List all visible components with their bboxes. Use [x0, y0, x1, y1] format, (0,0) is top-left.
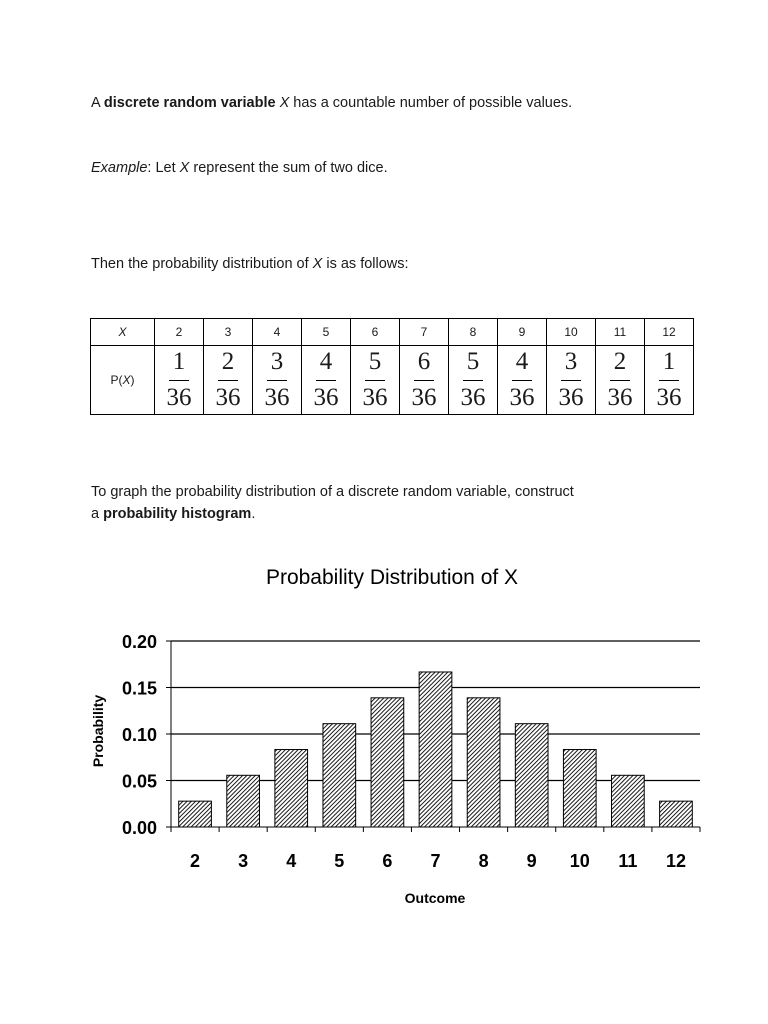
- table-cell-x: 4: [253, 319, 302, 346]
- table-header-probability: [91, 346, 155, 415]
- fraction: [253, 350, 301, 410]
- x-tick-label: 7: [430, 851, 441, 871]
- table-header-p-suffix: ): [130, 373, 135, 387]
- fraction-bar: [365, 380, 385, 381]
- table-cell-probability: [449, 346, 498, 415]
- table-cell-probability: [155, 346, 204, 415]
- table-cell-probability: [302, 346, 351, 415]
- fraction-numerator: 5: [466, 348, 480, 375]
- fraction: [204, 350, 252, 410]
- table-cell-x: 7: [400, 319, 449, 346]
- fraction-numerator: 1: [662, 348, 676, 375]
- distribution-intro-text: [91, 253, 409, 275]
- table-cell-x: 12: [645, 319, 694, 346]
- fraction-denominator: 36: [313, 384, 339, 411]
- fraction-bar: [512, 380, 532, 381]
- example-label: Example: [91, 160, 148, 176]
- fraction-numerator: 6: [417, 348, 431, 375]
- table-cell-probability: [596, 346, 645, 415]
- fraction-bar: [218, 380, 238, 381]
- table-cell-x: 5: [302, 319, 351, 346]
- x-tick-label: 11: [618, 851, 638, 871]
- y-tick-label: 0.00: [121, 818, 157, 838]
- table-cell-probability: [547, 346, 596, 415]
- y-tick-label: 0.10: [121, 725, 157, 745]
- bar: [467, 698, 500, 827]
- fraction-denominator: 36: [509, 384, 535, 411]
- table-header-x: [91, 319, 155, 346]
- fraction-denominator: 36: [460, 384, 486, 411]
- fraction-denominator: 36: [656, 384, 682, 411]
- probability-table: [90, 318, 694, 415]
- table-header-p-variable: X: [122, 373, 131, 387]
- chart-axes: [122, 632, 700, 871]
- y-axis-label: Probability: [90, 694, 106, 768]
- table-cell-x: 3: [204, 319, 253, 346]
- x-tick-label: 8: [478, 851, 489, 871]
- histogram-instruction-text: [91, 481, 574, 525]
- table-row-probability: [91, 346, 694, 415]
- table-row-x: [91, 319, 694, 346]
- chart-title: Probability Distribution of X: [265, 566, 519, 589]
- fraction: [547, 350, 595, 410]
- table-cell-x: 6: [351, 319, 400, 346]
- x-axis-label: Outcome: [404, 890, 466, 906]
- fraction-numerator: 3: [270, 348, 284, 375]
- bar: [227, 775, 260, 827]
- bar: [515, 724, 548, 827]
- fraction: [400, 350, 448, 410]
- fraction-bar: [561, 380, 581, 381]
- y-tick-label: 0.15: [121, 678, 157, 699]
- table-cell-probability: [400, 346, 449, 415]
- fraction: [449, 350, 497, 410]
- definition-prefix: A: [91, 95, 104, 111]
- fraction: [351, 350, 399, 410]
- table-cell-probability: [498, 346, 547, 415]
- fraction-numerator: 3: [564, 348, 578, 375]
- table-cell-probability: [204, 346, 253, 415]
- fraction-bar: [316, 380, 336, 381]
- histogram-term: probability histogram: [103, 506, 252, 522]
- definition-variable: X: [279, 95, 290, 111]
- table-header-p-prefix: P(: [110, 373, 123, 387]
- fraction: [596, 350, 644, 410]
- table-cell-probability: [645, 346, 694, 415]
- fraction-numerator: 4: [319, 348, 333, 375]
- bar: [612, 775, 645, 827]
- definition-term: discrete random variable: [103, 95, 276, 111]
- y-tick-label: 0.20: [121, 632, 157, 652]
- table-cell-x: 8: [449, 319, 498, 346]
- table-cell-x: 10: [547, 319, 596, 346]
- bar: [179, 801, 212, 827]
- x-tick-label: 4: [286, 851, 297, 871]
- fraction-denominator: 36: [166, 384, 192, 411]
- bar: [419, 672, 452, 827]
- fraction-numerator: 1: [172, 348, 186, 375]
- x-tick-label: 6: [382, 851, 393, 871]
- fraction: [645, 350, 693, 410]
- table-cell-x: 9: [498, 319, 547, 346]
- histogram-instruction-line1: To graph the probability distribution of a discrete random variable, construct: [91, 484, 574, 500]
- table-cell-x: 2: [155, 319, 204, 346]
- histogram-instruction-prefix: a: [91, 506, 104, 522]
- x-tick-label: 12: [665, 851, 686, 871]
- table-header-x-label: X: [118, 325, 127, 339]
- bar: [323, 724, 356, 827]
- x-tick-label: 2: [190, 851, 201, 871]
- probability-histogram-chart: [0, 555, 768, 920]
- fraction-denominator: 36: [215, 384, 241, 411]
- example-variable: X: [179, 160, 190, 176]
- fraction-denominator: 36: [411, 384, 437, 411]
- bar: [660, 801, 693, 827]
- fraction-denominator: 36: [607, 384, 633, 411]
- distribution-intro-after: is as follows:: [322, 256, 409, 272]
- definition-suffix: has a countable number of possible values.: [289, 95, 573, 111]
- table-cell-probability: [253, 346, 302, 415]
- fraction-numerator: 5: [368, 348, 382, 375]
- bar: [275, 750, 308, 827]
- example-text-after: represent the sum of two dice.: [189, 160, 388, 176]
- table-cell-x: 11: [596, 319, 645, 346]
- chart-bars: [179, 672, 693, 827]
- fraction-denominator: 36: [558, 384, 584, 411]
- fraction-numerator: 4: [515, 348, 529, 375]
- fraction-bar: [463, 380, 483, 381]
- bar: [371, 698, 404, 827]
- fraction: [155, 350, 203, 410]
- bar: [563, 750, 596, 827]
- fraction-numerator: 2: [613, 348, 627, 375]
- y-tick-label: 0.05: [121, 771, 157, 792]
- fraction-denominator: 36: [362, 384, 388, 411]
- x-tick-label: 5: [334, 851, 345, 871]
- fraction: [498, 350, 546, 410]
- distribution-intro-before: Then the probability distribution of: [91, 256, 313, 272]
- x-tick-label: 10: [569, 851, 590, 871]
- example-text: [91, 157, 388, 179]
- fraction: [302, 350, 350, 410]
- fraction-numerator: 2: [221, 348, 235, 375]
- histogram-instruction-suffix: .: [251, 506, 256, 522]
- fraction-bar: [169, 380, 189, 381]
- fraction-bar: [610, 380, 630, 381]
- definition-text: [91, 92, 572, 114]
- x-tick-label: 3: [238, 851, 249, 871]
- fraction-bar: [414, 380, 434, 381]
- fraction-bar: [659, 380, 679, 381]
- distribution-intro-variable: X: [312, 256, 323, 272]
- fraction-bar: [267, 380, 287, 381]
- fraction-denominator: 36: [264, 384, 290, 411]
- example-text-before: : Let: [147, 160, 180, 176]
- table-cell-probability: [351, 346, 400, 415]
- x-tick-label: 9: [526, 851, 537, 871]
